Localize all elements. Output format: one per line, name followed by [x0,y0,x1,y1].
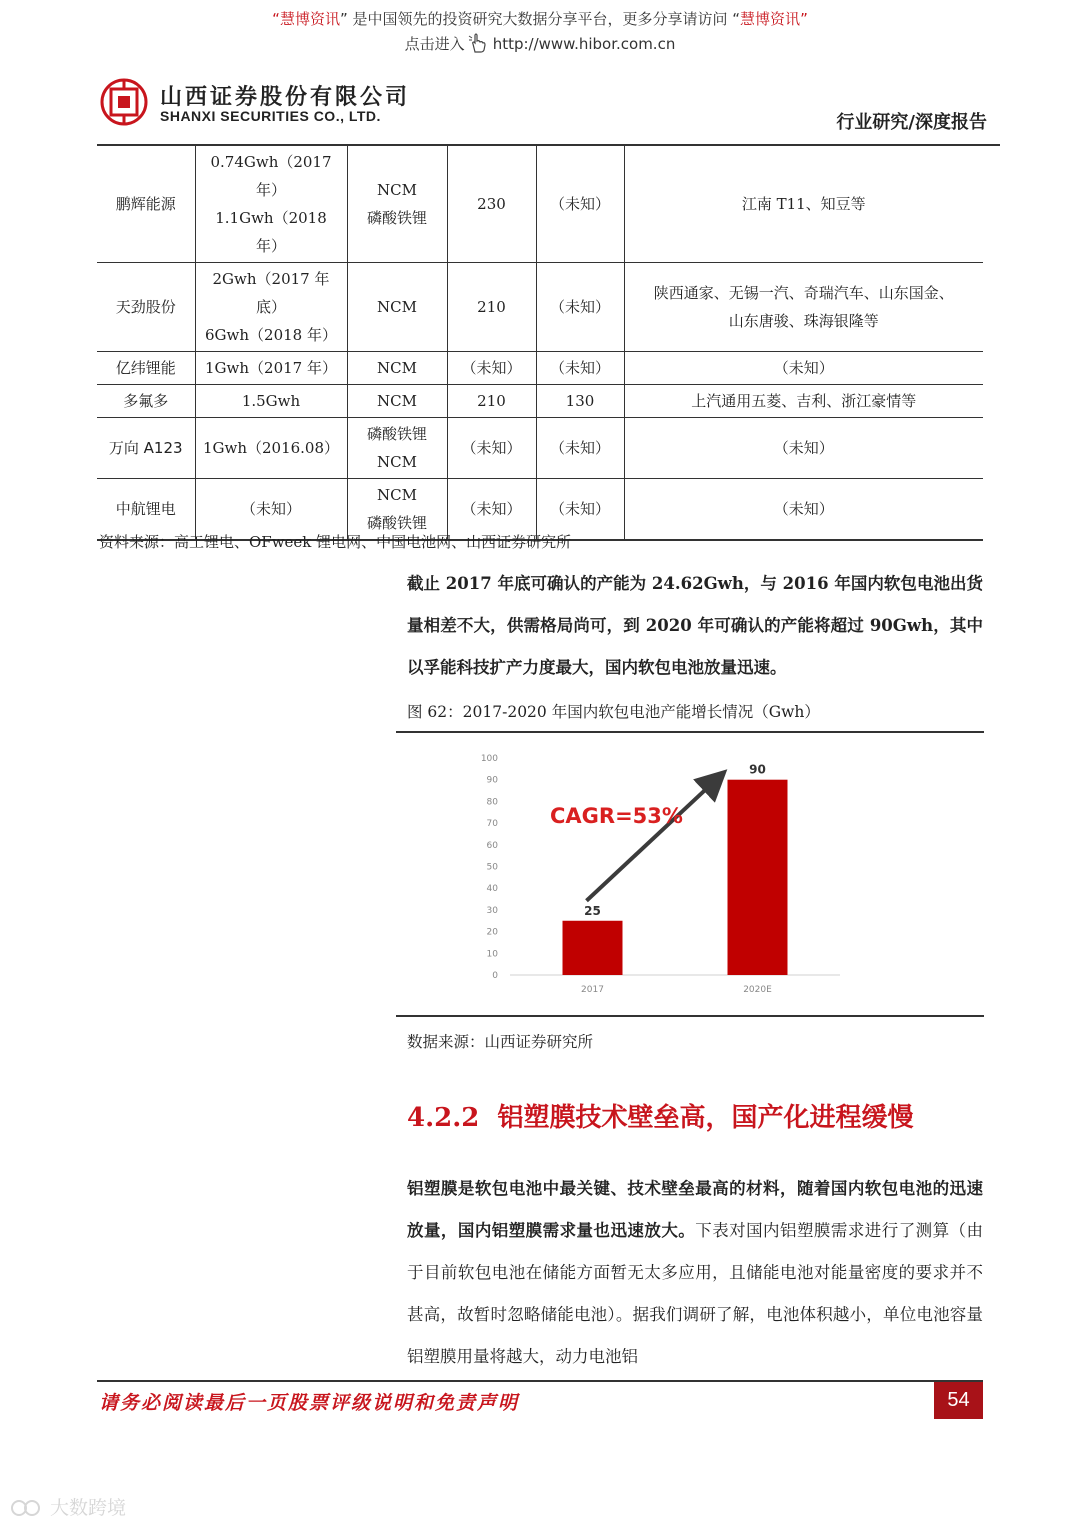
section-title: 铝塑膜技术壁垒高，国产化进程缓慢 [497,1103,914,1133]
table-cell-energy: （未知） [447,352,536,385]
table-cell-customers [624,479,983,541]
watermark-logo-icon [10,1499,44,1517]
table-cell-line: NCM [377,298,417,316]
banner-brand: 慧博资讯 [740,10,801,28]
table-cell-customers [624,385,983,418]
table-cell-line: NCM [377,181,417,199]
table-cell-line: NCM [377,359,417,377]
y-tick-label: 60 [486,840,498,851]
table-cell-energy: 230 [447,146,536,263]
top-banner-line2[interactable] [0,33,1080,54]
table-cell-line: （未知） [773,439,834,457]
table-cell-tech [347,385,447,418]
company-name-en: SHANXI SECURITIES CO., LTD. [160,108,381,124]
table-cell-name: 天劲股份 [97,263,195,352]
table-cell-line: 山东唐骏、珠海银隆等 [728,312,879,330]
table-cell-line: 0.74Gwh（2017 [210,153,332,171]
table-cell-energy: 210 [447,263,536,352]
y-tick-label: 90 [486,775,498,786]
y-tick-label: 10 [486,949,498,960]
figure-bottom-rule [396,1015,984,1017]
table-cell-line: 1Gwh（2017 年） [205,359,337,377]
figure-source: 数据来源：山西证券研究所 [407,1033,594,1051]
y-tick-label: 30 [486,905,498,916]
growth-arrow [587,775,722,901]
company-logo [100,78,148,126]
table-row [97,146,983,263]
page-number: 54 [934,1382,983,1419]
bar-value-label: 90 [749,762,766,777]
table-cell-line: 年） [255,237,286,255]
table-cell-capacity [195,263,347,352]
table-cell-line: 1.1Gwh（2018 [215,209,327,227]
footer-disclaimer: 请务必阅读最后一页股票评级说明和免责声明 [99,1392,520,1414]
table-cell-name: 鹏辉能源 [97,146,195,263]
bar-2017 [563,921,623,975]
table-row [97,385,983,418]
watermark [10,1493,126,1520]
table-cell-line: 磷酸铁锂 [366,209,427,227]
bar-2020E [728,780,788,975]
table-row [97,263,983,352]
table-cell-line: （未知） [240,500,301,518]
capacity-growth-chart [470,745,870,1005]
table-cell-capacity [195,352,347,385]
table-cell-line: 6Gwh（2018 年） [205,326,337,344]
table-cell-line: 磷酸铁锂 [366,425,427,443]
company-name-cn: 山西证券股份有限公司 [160,85,411,110]
table-cell-line: NCM [377,486,417,504]
section-heading [407,1097,914,1134]
table-cell-line: （未知） [773,500,834,518]
table-cell-line: 底） [255,298,286,316]
table-cell-c5: （未知） [536,418,624,479]
paragraph-body: 下表对国内铝塑膜需求进行了测算（由于目前软包电池在储能方面暂无太多应用，且储能电池对能量密度的要求并不甚高，故暂时忽略储能电池）。据我们调研了解，电池体积越小，单位电池容量铝塑膜用量将越大，动力电池铝 [407,1221,984,1366]
x-tick-label: 2020E [743,985,772,995]
table-cell-line: 上汽通用五菱、吉利、浙江豪情等 [691,392,917,410]
table-cell-capacity [195,385,347,418]
y-tick-label: 100 [480,754,498,764]
table-cell-name: 多氟多 [97,385,195,418]
table-cell-energy: 210 [447,385,536,418]
bar-value-label: 25 [584,903,601,918]
figure-title: 图 62：2017-2020 年国内软包电池产能增长情况（Gwh） [407,703,820,721]
table-cell-energy: （未知） [447,479,536,541]
footer-divider [97,1380,983,1382]
table-cell-capacity [195,418,347,479]
paragraph-lead: 铝塑膜是软包电池中最关键、技术壁垒最高的材料，随着国内软包电池的迅速放量，国内铝塑膜需求量也迅速放大。 [407,1179,983,1240]
capacity-table [97,146,983,541]
table-cell-line: NCM [377,392,417,410]
table-cell-c5: （未知） [536,479,624,541]
table-cell-line: （未知） [773,359,834,377]
table-cell-line: 2Gwh（2017 年 [212,270,330,288]
table-cell-line: 1Gwh（2016.08） [202,439,340,457]
table-cell-line: 年） [255,181,286,199]
table-cell-name: 中航锂电 [97,479,195,541]
report-type: 行业研究/深度报告 [836,112,987,133]
paragraph-capacity: 截止 2017 年底可确认的产能为 24.62Gwh，与 2016 年国内软包电池出货量相差不大，供需格局尚可，到 2020 年可确认的产能将超过 90Gwh，其中以孚能科技扩产力度最大，国内软包电池放量迅速。 [407,574,983,677]
y-tick-label: 40 [486,884,498,895]
table-source: 资料来源：高工锂电、OFweek 锂电网、中国电池网、山西证券研究所 [99,533,572,551]
table-cell-customers [624,146,983,263]
table-cell-energy: （未知） [447,418,536,479]
table-cell-c5: （未知） [536,352,624,385]
x-tick-label: 2017 [581,985,604,995]
table-cell-tech [347,418,447,479]
banner-enter-label: 点击进入 [404,35,465,53]
y-tick-label: 20 [486,927,498,938]
hand-pointer-icon [468,33,490,53]
top-banner-line1: “慧博资讯” 是中国领先的投资研究大数据分享平台，更多分享请访问 “慧博资讯” [272,10,808,28]
table-cell-name: 万向 A123 [97,418,195,479]
figure-top-rule [396,731,984,733]
table-cell-customers [624,352,983,385]
y-tick-label: 50 [486,862,498,873]
cagr-annotation: CAGR=53% [550,804,683,828]
table-cell-line: 江南 T11、知豆等 [741,195,866,213]
watermark-text: 大数跨境 [50,1497,127,1519]
paragraph-aluminum-film [407,1168,983,1378]
table-cell-tech [347,263,447,352]
table-cell-tech [347,146,447,263]
table-row [97,352,983,385]
table-cell-line: 磷酸铁锂 [366,514,427,532]
table-cell-customers [624,418,983,479]
table-cell-c5: （未知） [536,263,624,352]
y-tick-label: 0 [492,971,498,981]
table-cell-capacity [195,146,347,263]
table-cell-tech [347,352,447,385]
table-cell-line: 1.5Gwh [241,392,301,410]
y-tick-label: 70 [486,819,498,830]
table-cell-line: 陕西通家、无锡一汽、奇瑞汽车、山东国金、 [653,284,954,302]
table-cell-name: 亿纬锂能 [97,352,195,385]
section-number: 4.2.2 [407,1103,480,1133]
table-cell-c5: （未知） [536,146,624,263]
table-cell-customers [624,263,983,352]
table-cell-line: NCM [377,453,417,471]
table-row [97,418,983,479]
banner-url-link[interactable]: http://www.hibor.com.cn [492,35,676,53]
table-cell-c5: 130 [536,385,624,418]
banner-brand: 慧博资讯 [279,10,340,28]
y-tick-label: 80 [486,797,498,808]
